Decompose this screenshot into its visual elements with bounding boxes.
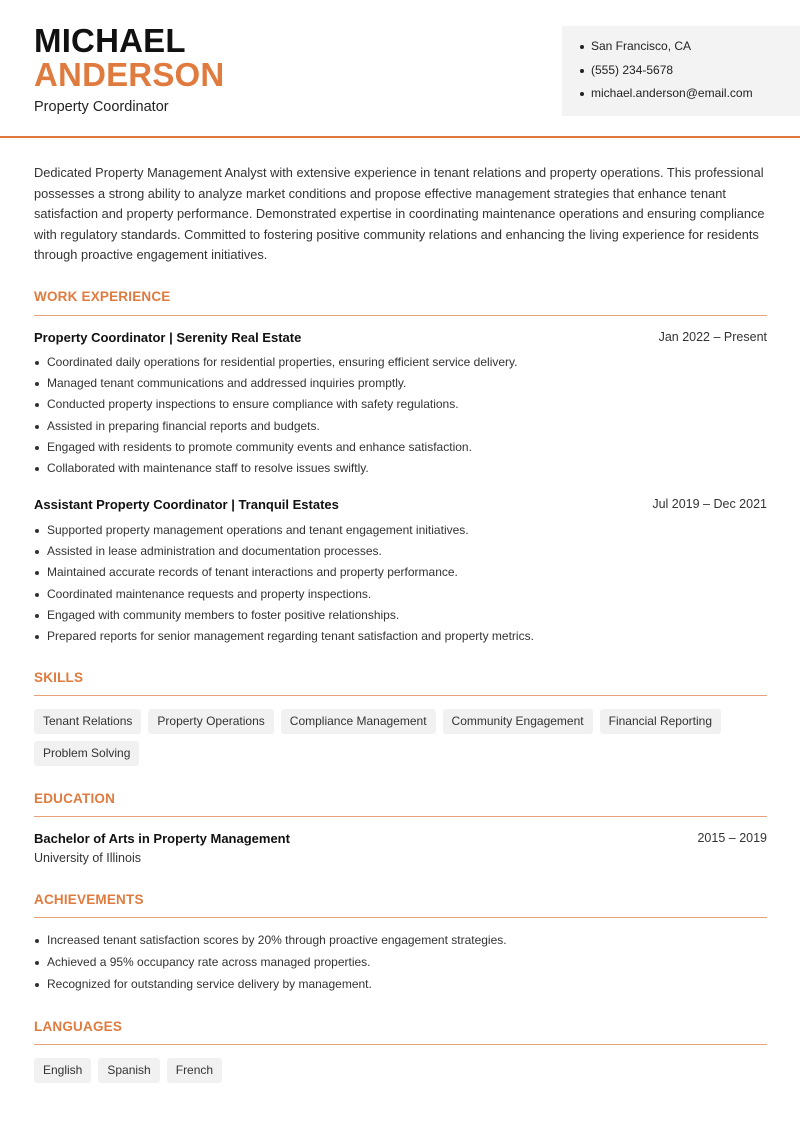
contact-location: San Francisco, CA xyxy=(580,38,800,62)
list-item: Prepared reports for senior management regarding tenant satisfaction and property metrics. xyxy=(34,628,767,649)
job-title: Property Coordinator xyxy=(34,99,169,115)
list-item: Collaborated with maintenance staff to resolve issues swiftly. xyxy=(34,460,767,481)
section-divider xyxy=(34,1044,767,1045)
list-item: Engaged with community members to foster positive relationships. xyxy=(34,607,767,628)
list-item: Maintained accurate records of tenant interactions and property performance. xyxy=(34,564,767,585)
list-item: Recognized for outstanding service delivery by management. xyxy=(34,976,767,998)
list-item: Assisted in lease administration and documentation processes. xyxy=(34,543,767,564)
section-title-work: WORK EXPERIENCE xyxy=(34,289,171,304)
section-divider xyxy=(34,695,767,696)
section-divider xyxy=(34,917,767,918)
job-title-1: Property Coordinator | Serenity Real Estate xyxy=(34,330,302,345)
skill-chip: Community Engagement xyxy=(443,709,593,734)
list-item: Managed tenant communications and addressed inquiries promptly. xyxy=(34,375,767,396)
list-item: Coordinated daily operations for residential properties, ensuring efficient service delivery. xyxy=(34,354,767,375)
list-item: Achieved a 95% occupancy rate across managed properties. xyxy=(34,954,767,976)
section-title-achievements: ACHIEVEMENTS xyxy=(34,892,144,907)
skill-chip: Tenant Relations xyxy=(34,709,141,734)
languages-list xyxy=(34,1058,767,1083)
skills-list xyxy=(34,709,767,766)
list-item: Coordinated maintenance requests and property inspections. xyxy=(34,586,767,607)
education-degree: Bachelor of Arts in Property Management xyxy=(34,831,290,846)
list-item: Supported property management operations and tenant engagement initiatives. xyxy=(34,522,767,543)
section-title-skills: SKILLS xyxy=(34,670,84,685)
list-item: Conducted property inspections to ensure compliance with safety regulations. xyxy=(34,396,767,417)
language-chip: Spanish xyxy=(98,1058,159,1083)
section-divider xyxy=(34,315,767,316)
section-title-languages: LANGUAGES xyxy=(34,1019,123,1034)
skill-chip: Property Operations xyxy=(148,709,273,734)
education-school: University of Illinois xyxy=(34,851,141,865)
skill-chip: Compliance Management xyxy=(281,709,436,734)
resume-header xyxy=(0,0,800,138)
skill-chip: Problem Solving xyxy=(34,741,139,766)
job-dates-1: Jan 2022 – Present xyxy=(658,330,767,344)
job-bullets-1 xyxy=(34,354,767,481)
job-bullets-2 xyxy=(34,522,767,649)
summary-paragraph: Dedicated Property Management Analyst with extensive experience in tenant relations and property operations. This professional possesses a strong ability to analyze market conditions and propose effective management strategies that enhance tenant satisfaction and property performance. Demonstrated expertise in coordinating maintenance operations and ensuring compliance with regulatory standards. Committed to fostering positive community relations and enhancing the living experience for residents through proactive engagement initiatives. xyxy=(34,165,765,262)
job-dates-2: Jul 2019 – Dec 2021 xyxy=(652,497,767,511)
language-chip: French xyxy=(167,1058,222,1083)
contact-box xyxy=(562,26,800,116)
section-title-education: EDUCATION xyxy=(34,791,116,806)
last-name: ANDERSON xyxy=(34,56,225,93)
skill-chip: Financial Reporting xyxy=(600,709,721,734)
list-item: Assisted in preparing financial reports and budgets. xyxy=(34,418,767,439)
section-divider xyxy=(34,816,767,817)
education-dates: 2015 – 2019 xyxy=(697,831,767,845)
achievements-list xyxy=(34,932,767,998)
list-item: Engaged with residents to promote community events and enhance satisfaction. xyxy=(34,439,767,460)
contact-email: michael.anderson@email.com xyxy=(580,85,800,109)
job-title-2: Assistant Property Coordinator | Tranquil Estates xyxy=(34,497,339,512)
first-name: MICHAEL xyxy=(34,22,186,59)
list-item: Increased tenant satisfaction scores by 20% through proactive engagement strategies. xyxy=(34,932,767,954)
contact-phone: (555) 234-5678 xyxy=(580,62,800,86)
language-chip: English xyxy=(34,1058,91,1083)
